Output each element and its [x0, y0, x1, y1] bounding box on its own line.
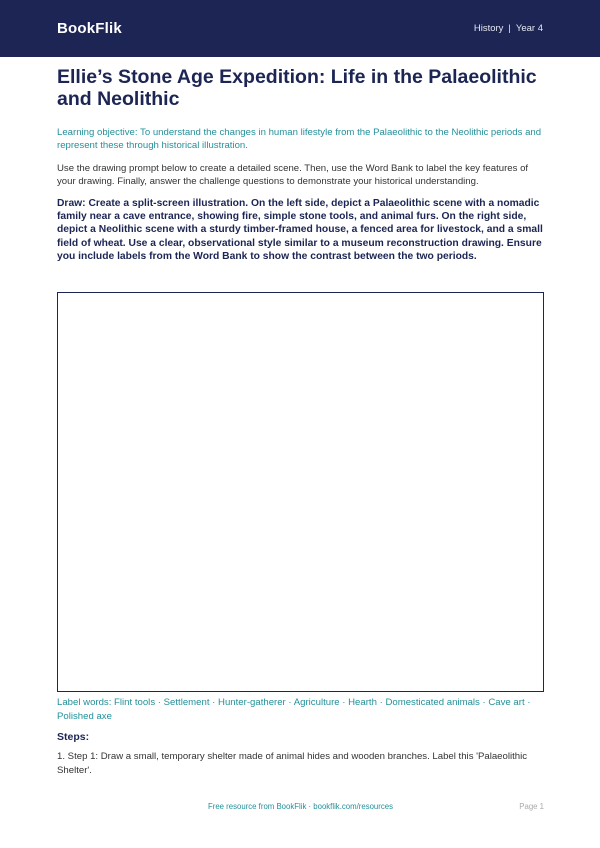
label-words: Label words: Flint tools · Settlement · Hunter-gatherer · Agriculture · Hearth · Domesticated animals · Cave art · Polished axe: [57, 697, 531, 722]
step-item: 1. Step 1: Draw a small, temporary shelter made of animal hides and wooden branches. Label this 'Palaeolithic Shelter'.: [57, 751, 528, 776]
subject-year-label: [474, 23, 543, 34]
drawing-prompt: Draw: Create a split-screen illustration. On the left side, depict a Palaeolithic scene with a nomadic family near a cave entrance, showing fire, simple stone tools, and animal furs. On the right side, depict a Neolithic scene with a sturdy timber-framed house, a fenced area for livestock, and a small field of wheat. Use a clear, observational style similar to a museum reconstruction drawing. Ensure you include labels from the Word Bank to show the contrast between the two periods.: [57, 198, 543, 262]
subject-label: History: [473, 23, 504, 34]
page-number: Page 1: [519, 802, 544, 811]
page-footer: [57, 802, 544, 814]
footer-resource-link[interactable]: Free resource from BookFlik · bookflik.com/resources: [207, 802, 394, 811]
steps-heading: Steps:: [57, 731, 90, 743]
brand-logo-text: BookFlik: [57, 20, 122, 37]
learning-objective: Learning objective: To understand the changes in human lifestyle from the Palaeolithic to the Neolithic periods and represent these through historical illustration.: [57, 127, 542, 151]
worksheet-title: Ellie’s Stone Age Expedition: Life in the Palaeolithic and Neolithic: [57, 66, 537, 110]
drawing-area[interactable]: [57, 292, 544, 692]
page-header: [0, 0, 600, 57]
worksheet-intro: [57, 66, 544, 263]
year-label: Year 4: [515, 23, 543, 34]
instructions-text: Use the drawing prompt below to create a detailed scene. Then, use the Word Bank to label the key features of your drawing. Finally, answer the challenge questions to demonstrate your historical understanding.: [57, 163, 529, 187]
subject-separator: |: [508, 23, 511, 34]
